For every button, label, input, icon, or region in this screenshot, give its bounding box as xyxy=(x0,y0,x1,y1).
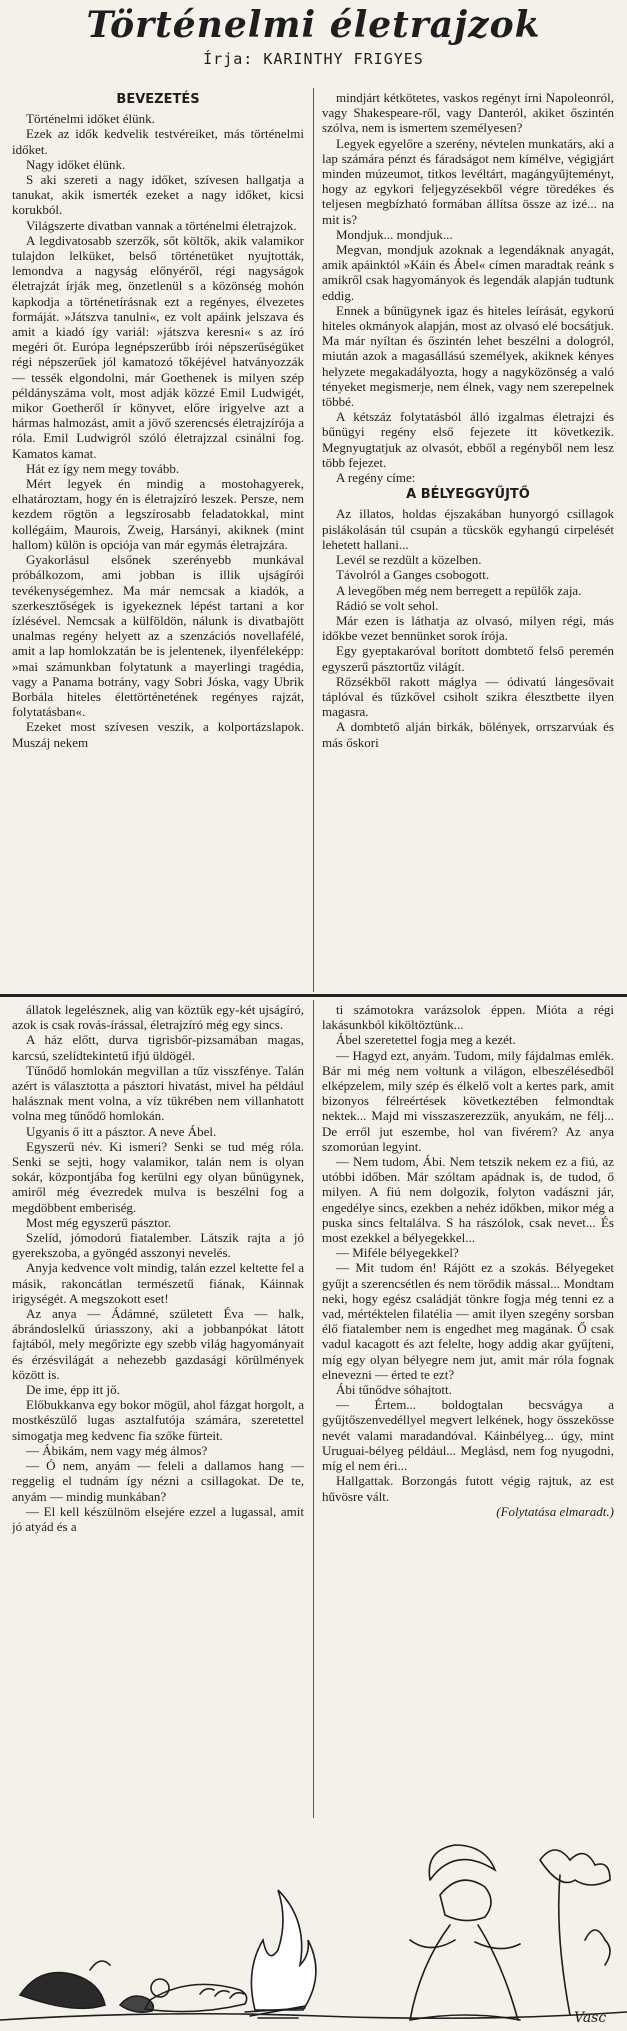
paragraph: A ház előtt, durva tigrisbőr-pizsamában magas, karcsú, szelídtekintetű ifjú üldögél. xyxy=(12,1032,304,1063)
paragraph: Egyszerű név. Ki ismeri? Senki se tud még róla. Senki se sejti, hogy valamikor, talán nem is olyan sokár, központjába fog kerülni egy olyan bűnügynek, amiről még évezredek mulva is beszélni fog a megdöbbent emberiség. xyxy=(12,1138,304,1215)
paragraph: Világszerte divatban vannak a történelmi életrajzok. xyxy=(26,217,297,233)
paragraph: Ennek a bűnügynek igaz és hiteles leírását, egykorú hiteles okmányok alapján, most az olvasó elé bocsátjuk. Ma már nyíltan és őszintén lehet beszélni a dologról, miután azok a magasállású személyek, akiknek kényes helyzete megakadályozta, hogy a nagyközönség a való tényeket megismerje, nem élnek, vagy nem szerepelnek többé. xyxy=(322,302,614,410)
paragraph: Levél se rezdült a közelben. xyxy=(336,552,482,568)
ground-line xyxy=(0,2012,627,2020)
paragraph: ti számotokra varázsolok éppen. Mióta a régi lakásunkból kiköltöztünk... xyxy=(322,1002,614,1033)
paragraph: Hallgattak. Borzongás futott végig rajtuk, az est hűvösre vált. xyxy=(322,1473,614,1504)
paragraph: Nagy időket élünk. xyxy=(26,156,126,172)
paragraph: A dombtető alján birkák, bölények, orrszarvúak és más őskori xyxy=(322,719,614,750)
masthead xyxy=(0,0,627,88)
paragraph: Szelíd, jómodorú fiatalember. Látszik rajta a jó gyerekszoba, a gyöngéd asszonyi nevelés. xyxy=(12,1230,304,1261)
paragraph: Már ezen is láthatja az olvasó, milyen régi, más időkbe vezet bennünket sorok írója. xyxy=(322,612,614,644)
paragraph: A levegőben még nem berregett a repülők zaja. xyxy=(336,582,582,598)
reclining-figure xyxy=(145,1984,247,2011)
paragraph: Ezek az idők kedvelik testvéreiket, más történelmi időket. xyxy=(12,126,304,157)
paragraph: — Hagyd ezt, anyám. Tudom, mily fájdalmas emlék. Bár mi még nem voltunk a világon, elbeszélésedből elképzelem, mily szép és élkelő volt a kertes park, amit bizonyos félreértések következtében felmondtak nektek... Majd mi visszaszerezzük, anyukám, ne félj... De erről jut eszembe, hol van fivérem? Az anya szomorúan legyint. xyxy=(322,1047,614,1154)
paragraph: Előbukkanva egy bokor mögül, ahol fázgat horgolt, a mostkészülő lugas asztalfutója számára, szeretettel simogatja meg kedvenc fia szőke fürteit. xyxy=(12,1397,304,1443)
paragraph: — Ábikám, nem vagy még álmos? xyxy=(26,1442,208,1458)
paragraph: Rőzsékből rakott máglya — ódivatú lángesővait táplóval és tűzkővel csiholt szikra élesztbette ilyen magasra. xyxy=(322,673,614,720)
woman-hair xyxy=(429,1845,495,1880)
artist-signature: Vasc xyxy=(574,2010,607,2026)
paragraph: mindjárt kétkötetes, vaskos regényt írni Napoleonról, vagy Shakespeare-ről, vagy Danteról, akiket őszintén szólva, nem is ismertem személyesen? xyxy=(322,90,614,136)
paragraph: Ábel szeretettel fogja meg a kezét. xyxy=(336,1032,516,1048)
paragraph: Távolról a Ganges csobogott. xyxy=(336,567,490,583)
paragraph: Anyja kedvence volt mindig, talán ezzel keltette fel a másik, rakoncátlan természetű fiának, Káinnak irigységét. A megszokott eset! xyxy=(12,1260,304,1306)
byline: Írja: KARINTHY FRIGYES xyxy=(203,50,424,68)
cartoon-illustration xyxy=(0,1820,627,2031)
paragraph: Gyakorlásul elsőnek szerényebb munkával próbálkozom, ami jobban is illik ujságírói tevékenységemhez. Ma már nemcsak a kiadók, a szerkesztőségek is igyekeznek lépést tartani a kor ízlésével. Nemcsak a külföldön, nálunk is divatbajött unalmas regény helyett az a szenzációs novellafélé, amit a lap homlokzatán be is jelentenek, ilyenféleképp: »mai számunkban folytatunk a mayerlingi tragédia, vagy a Panama botrány, vagy Sobri Jóska, vagy Ubrik Borbála hiteles élettörténetének regényes rajzát, folytatásban«. xyxy=(12,552,304,720)
section-heading: BEVEZETÉS xyxy=(116,92,200,107)
novel-title-heading: A BÉLYEGGYŰJTŐ xyxy=(406,487,530,503)
paragraph: De ime, épp itt jő. xyxy=(26,1382,120,1398)
paragraph: Ugyanis ő itt a pásztor. A neve Ábel. xyxy=(26,1123,217,1139)
article-title: Történelmi életrajzok xyxy=(86,4,541,46)
foliage xyxy=(540,1850,610,1885)
paragraph: — Nem tudom, Ábi. Nem tetszik nekem ez a fiú, az utóbbi időben. Már szóltam apádnak is, de tudod, ő milyen. A fiú nem dolgozik, folyton vadászni jár, engedélye sincs, ezekben a nehéz időkben, mikor még a puska sincs feltalálva. S ha rászólok, csak nevet... És most ezekkel a bélyegekkel... xyxy=(322,1154,614,1246)
paragraph: Most még egyszerű pásztor. xyxy=(26,1214,172,1230)
paragraph: Legyek egyelőre a szerény, névtelen munkatárs, aki a lap számára pénzt és fáradságot nem kímélve, végigjárt minden múzeumot, titkos levéltárt, magángyűjteményt, hogy az egykori feljegyzésekből végre töredékes és teljesen megbízható formában állítsa össze az izé... na mit is? xyxy=(322,135,614,227)
paragraph: Megvan, mondjuk azoknak a legendáknak anyagát, amik apáinktól »Káin és Ábel« címen maradtak reánk s amikről csak hagyományok és legendák alapján tudtunk eddig. xyxy=(322,242,614,303)
paragraph: — Értem... boldogtalan becsvágya a gyűjtőszenvedéllyel megvert lelkének, hogy összekösse nevét valami maradandóval. Káinbélyeg... úgy, mint Uruguai-bélyeg például... Meglásd, nem fog nyugodni, míg el nem éri... xyxy=(322,1397,614,1474)
paragraph: — Miféle bélyegekkel? xyxy=(336,1245,459,1261)
clipping-divider xyxy=(0,994,627,997)
part1-right-column xyxy=(322,90,614,990)
paragraph: Az illatos, holdas éjszakában hunyorgó csillagok pislákolásán túl csupán a tücskök egyhangú cirpelését lehetett hallani... xyxy=(322,506,614,552)
column-rule xyxy=(313,88,314,992)
animal-silhouette xyxy=(20,1973,105,2009)
paragraph: — El kell készülnöm elsejére ezzel a lugassal, amit jó atyád és a xyxy=(12,1503,304,1534)
paragraph: Ezeket most szívesen veszik, a kolportázslapok. Muszáj nekem xyxy=(12,719,304,750)
paragraph: S aki szereti a nagy időket, szívesen hallgatja a tanukat, akik ismerték ezeket a nagy időket, kicsi korukból. xyxy=(12,172,304,218)
paragraph: Egy gyeptakaróval borított dombtető felső peremén egyszerű pásztortűz világít. xyxy=(322,643,614,674)
paragraph: Ábi tűnődve sóhajtott. xyxy=(336,1382,452,1398)
paragraph: állatok legelésznek, alig van köztük egy-két ujságíró, azok is csak rovás-írással, életrajzíró még egy sincs. xyxy=(12,1002,304,1033)
paragraph: Történelmi időket élünk. xyxy=(26,111,155,127)
paragraph: A legdivatosabb szerzők, sőt költők, akik valamikor tulajdon lelküket, belső történetüket nyujtották, lemondva a nagyság előnyéről, régi nagyságok életrajzát írják meg, önzetlenül s a közönség mohón kapkodja a történetírásnak ezt a regényes, élvezetes formáját. »Játszva tanulni«, ez volt apáink jelszava és amit a kiadó így variál: »játszva keresni« s az író megéri őt. Európa legnépszerűbb írói népszerűségüket régi népszerűek jól kamatozó tőkéjével hatványozzák — tessék elgondolni, már Goethenek is milyen szép példányszáma volt, most adják közzé Emil Ludwigét, mikor Goetheről ír könyvet, előre irigyelve azt a hármas halmozást, amit a jövő szerencsés életrajzírója a róla. Emil Ludwigról szóló életrajzzal csinálni fog. Kamatos kamat. xyxy=(12,232,304,461)
animal-horn xyxy=(90,1961,110,1970)
paragraph: — Mit tudom én! Rájött ez a szokás. Bélyegeket gyűjt a szerencsétlen és nem törődik mással... Mondtam neki, hogy egész családját tönkre fogja még tenni ez a vad, mértéktelen filatélia — amit ilyen szegény sorsban élő fiatalember nem is engedhet meg magának. Ő csak vadul kacagott és azt felelte, hogy addig akar gyűjteni, míg egy olyan bélyegre nem jut, amit már róla fognak elnevezni — érted te ezt? xyxy=(322,1260,614,1382)
woman-head xyxy=(440,1880,491,1920)
bush xyxy=(585,1930,610,1965)
paragraph: — Ó nem, anyám — feleli a dallamos hang — reggelig el tudnám így nézni a csillagokat. De te, anyám — mindig munkában? xyxy=(12,1458,304,1504)
woman-dress xyxy=(410,1925,520,2020)
paragraph: A kétszáz folytatásból álló izgalmas életrajzi és bűnügyi regény első fejezete itt következik. Megnyugtatjuk az olvasót, ebből a regényből nem lesz több fejezet. xyxy=(322,409,614,470)
woman-arms xyxy=(410,1940,520,1949)
campfire xyxy=(251,1890,315,2010)
paragraph: Rádió se volt sehol. xyxy=(336,597,439,613)
paragraph: Hát ez így nem megy tovább. xyxy=(26,460,180,476)
tree-trunk xyxy=(559,1875,570,2015)
part2-right-column xyxy=(322,1002,614,1818)
column-rule xyxy=(313,1000,314,1818)
paragraph: Mért legyek én mindig a mostohagyerek, elhatároztam, hogy én is életrajzíró leszek. Persze, nem kezdem rögtön a legszírosabb feladatokkal, mint kollégáim, Maurois, Zweig, Harsányi, akiknek (mint hallom) külön is opciója van már egymás életrajzára. xyxy=(12,476,304,552)
paragraph: Az anya — Ádámné, született Éva — halk, ábrándoslelkű úriasszony, aki a jobbanpókat látott fajtából, mely megőrizte egy szebb világ hagyományait és érzésvilágát a nehezebb gazdasági körülmények között is. xyxy=(12,1306,304,1382)
part1-left-column xyxy=(12,90,304,990)
paragraph: Mondjuk... mondjuk... xyxy=(336,226,453,242)
paragraph: A regény címe: xyxy=(336,470,416,486)
continued-note: (Folytatása elmaradt.) xyxy=(496,1503,614,1519)
part2-left-column xyxy=(12,1002,304,1818)
paragraph: Tűnődő homlokán megvillan a tűz visszfénye. Talán azért is választotta a pásztori hivatást, mivel ha például halásznak ment volna, a víz tükrében nem villanhatott volna meg tűnődő homlokán. xyxy=(12,1062,304,1124)
